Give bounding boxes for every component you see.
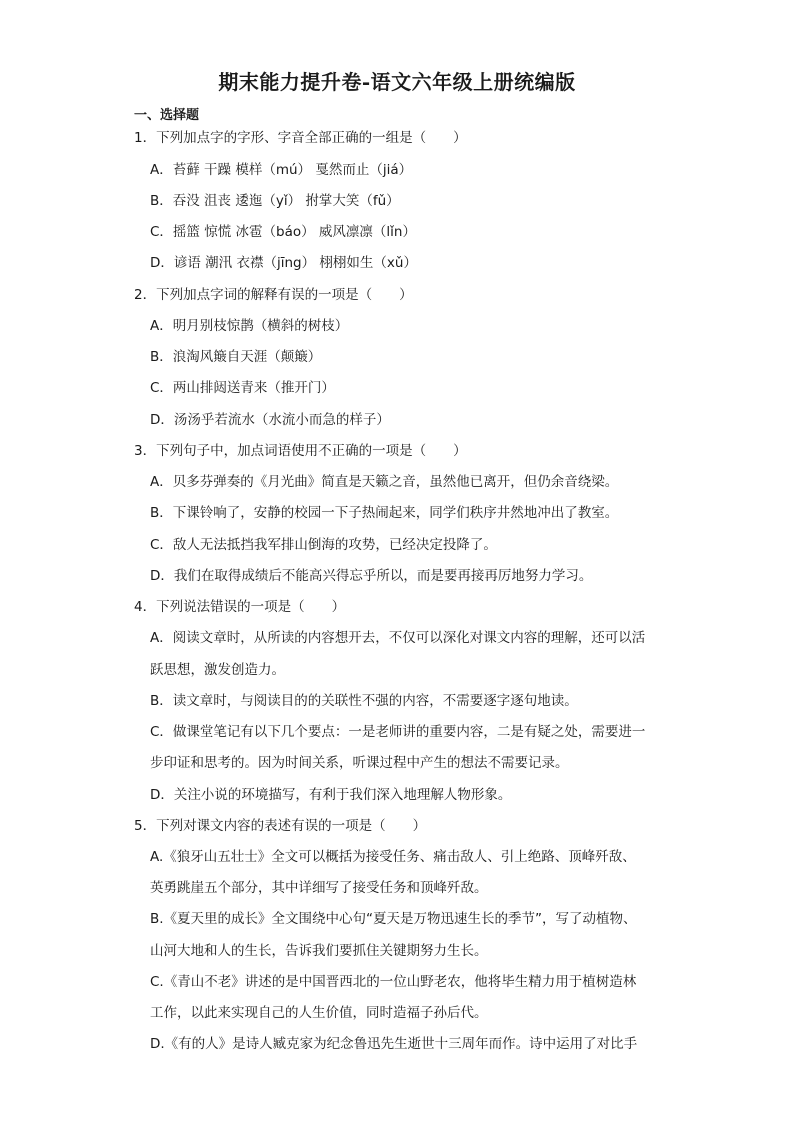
answer-option: B．读文章时，与阅读目的的关联性不强的内容，不需要逐字逐句地读。: [150, 693, 578, 709]
answer-option: C．做课堂笔记有以下几个要点：一是老师讲的重要内容，二是有疑之处，需要进一: [150, 724, 646, 740]
question-stem: 1．下列加点字的字形、字音全部正确的一组是（ ）: [134, 130, 467, 146]
question-stem: 3．下列句子中，加点词语使用不正确的一项是（ ）: [134, 443, 467, 459]
answer-option: A．贝多芬弹奏的《月光曲》简直是天籁之音，虽然他已离开，但仍余音绕梁。: [150, 474, 619, 490]
answer-option: B．浪淘风簸自天涯（颠簸）: [150, 349, 322, 365]
answer-option: A．明月别枝惊鹊（横斜的树枝）: [150, 318, 349, 334]
answer-option: A．阅读文章时，从所读的内容想开去，不仅可以深化对课文内容的理解，还可以活: [150, 630, 646, 646]
answer-option: D.《有的人》是诗人臧克家为纪念鲁迅先生逝世十三周年而作。诗中运用了对比手: [150, 1036, 638, 1052]
answer-option: A.《狼牙山五壮士》全文可以概括为接受任务、痛击敌人、引上绝路、顶峰歼敌、: [150, 849, 636, 865]
section-heading: 一、选择题: [134, 108, 200, 123]
answer-option: A．苔藓 干躁 模样（mú） 戛然而止（jiá）: [150, 162, 413, 178]
document-title: 期末能力提升卷-语文六年级上册统编版: [218, 70, 576, 94]
option-continuation: 工作，以此来实现自己的人生价值，同时造福子孙后代。: [150, 1005, 488, 1021]
option-continuation: 跃思想，激发创造力。: [150, 662, 285, 678]
option-continuation: 英勇跳崖五个部分，其中详细写了接受任务和顶峰歼敌。: [150, 880, 488, 896]
answer-option: D．关注小说的环境描写，有利于我们深入地理解人物形象。: [150, 787, 512, 803]
answer-option: D．谚语 潮汛 衣襟（jīng） 栩栩如生（xǔ）: [150, 255, 417, 271]
answer-option: B．下课铃响了，安静的校园一下子热闹起来，同学们秩序井然地冲出了教室。: [150, 505, 619, 521]
option-continuation: 步印证和思考的。因为时间关系，听课过程中产生的想法不需要记录。: [150, 755, 569, 771]
answer-option: B．吞没 沮丧 逶迤（yǐ） 拊掌大笑（fǔ）: [150, 193, 400, 209]
answer-option: C．两山排闼送青来（推开门）: [150, 380, 335, 396]
answer-option: C．敌人无法抵挡我军排山倒海的攻势，已经决定投降了。: [150, 537, 497, 553]
answer-option: C.《青山不老》讲述的是中国晋西北的一位山野老农，他将毕生精力用于植树造林: [150, 974, 637, 990]
answer-option: B.《夏天里的成长》全文围绕中心句“夏天是万物迅速生长的季节”，写了动植物、: [150, 911, 637, 927]
answer-option: D．我们在取得成绩后不能高兴得忘乎所以，而是要再接再厉地努力学习。: [150, 568, 593, 584]
answer-option: D．汤汤乎若流水（水流小而急的样子）: [150, 412, 390, 428]
question-stem: 5．下列对课文内容的表述有误的一项是（ ）: [134, 818, 427, 834]
option-continuation: 山河大地和人的生长，告诉我们要抓住关键期努力生长。: [150, 943, 488, 959]
question-stem: 2．下列加点字词的解释有误的一项是（ ）: [134, 287, 413, 303]
question-stem: 4．下列说法错误的一项是（ ）: [134, 599, 346, 615]
answer-option: C．摇篮 惊慌 冰雹（báo） 威风凛凛（lǐn）: [150, 224, 416, 240]
